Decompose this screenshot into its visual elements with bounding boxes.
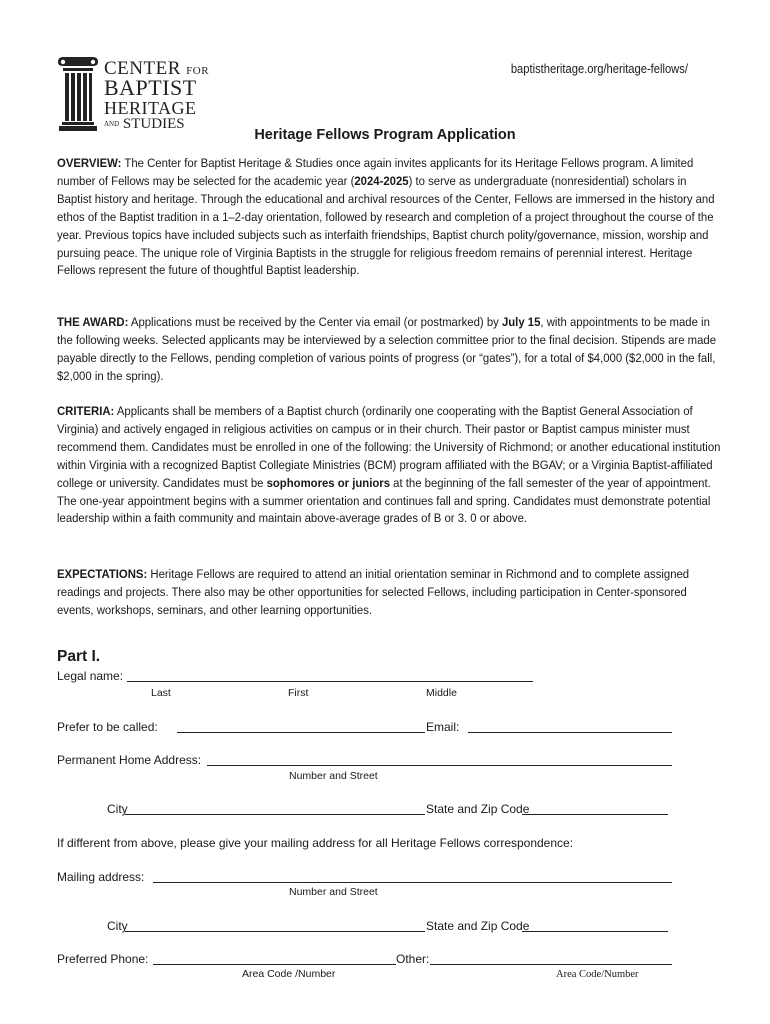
other-phone-field[interactable] (430, 964, 672, 965)
middle-label: Middle (426, 687, 457, 699)
email-field[interactable] (468, 732, 672, 733)
number-street-label: Number and Street (289, 770, 378, 782)
prefer-label: Prefer to be called: (57, 720, 158, 734)
page-title: Heritage Fellows Program Application (254, 127, 516, 143)
first-label: First (288, 687, 309, 699)
last-label: Last (151, 687, 171, 699)
permanent-address-field[interactable] (207, 765, 672, 766)
state-zip-field-2[interactable] (522, 931, 668, 932)
other-phone-label: Other: (396, 952, 430, 966)
legal-name-label: Legal name: (57, 669, 124, 683)
prefer-field[interactable] (177, 732, 425, 733)
state-zip-label: State and Zip Code (426, 802, 530, 816)
overview-paragraph: OVERVIEW: The Center for Baptist Heritage & Studies once again invites applicants for its Heritage Fellows program. A limited number of Fellows may be selected for the academic year (2024-2025) to serve as undergraduate (nonresidential) scholars in Baptist history and heritage. Through the educational and archival resources of the Center, Fellows are immersed in the history and ethos of the Baptist tradition in a 1–2-day orientation, followed by research and completion of a project throughout the course of the year. Previous topics have included subjects such as interfaith friendships, Baptist church polity/governance, mission, worship and pursuing peace. The unique role of Virginia Baptists in the struggle for religious freedom remains of perennial interest. Heritage Fellows represent the future of thoughtful Baptist leadership. (57, 156, 715, 278)
phone-label: Preferred Phone: (57, 952, 149, 966)
permanent-address-label: Permanent Home Address: (57, 753, 202, 767)
award-paragraph: THE AWARD: Applications must be received by the Center via email (or postmarked) by July 15, with appointments to be made in the following weeks. Selected applicants may be interviewed by a selection committee prior to the final decision. Stipends are made payable directly to the Fellows, pending completion of various points of progress (or “gates”), for a total of $4,000 ($2,000 in the fall, $2,000 in the spring). (57, 315, 717, 383)
website-url[interactable]: baptistheritage.org/heritage-fellows/ (510, 61, 688, 76)
city-label-2: City (107, 919, 128, 933)
area-code-label-1: Area Code /Number (242, 968, 336, 980)
legal-name-field[interactable] (127, 681, 533, 682)
phone-field[interactable] (153, 964, 396, 965)
area-code-label-2: Area Code/Number (556, 969, 639, 980)
city-label: City (107, 802, 128, 816)
number-street-label-2: Number and Street (289, 886, 378, 898)
criteria-paragraph: CRITERIA: Applicants shall be members of a Baptist church (ordinarily one cooperating with the Baptist General Association of Virginia) and actively engaged in religious activities on campus or in their church. Their pastor or Baptist campus minister must recommend them. Candidates must be enrolled in one of the following: the University of Richmond; or another educational institution within Virginia with a recognized Baptist Collegiate Ministries (BCM) program affiliated with the BGAV; or a Virginia Baptist-affiliated college or university. Candidates must be sophomores or juniors at the beginning of the fall semester of the year of appointment. The one-year appointment begins with a summer orientation and continues fall and spring. Candidates must demonstrate potential leadership within a faith community and maintain above-average grades of B or 3. 0 or above. (57, 404, 721, 526)
mailing-address-label: Mailing address: (57, 870, 145, 884)
mailing-address-field[interactable] (153, 882, 672, 883)
city-field-2[interactable] (125, 931, 425, 932)
expectations-paragraph: EXPECTATIONS: Heritage Fellows are required to attend an initial orientation seminar in Richmond and to complete assigned readings and projects. There also may be other opportunities for selected Fellows, including participation in Center-sponsored events, workshops, seminars, and other learning opportunities. (57, 567, 690, 617)
city-field[interactable] (125, 814, 425, 815)
state-zip-label-2: State and Zip Code (426, 919, 530, 933)
center-logo: CENTER FOR BAPTIST HERITAGE AND STUDIES (56, 56, 206, 132)
part-heading: Part I. (57, 648, 101, 665)
email-label: Email: (426, 720, 460, 734)
state-zip-field[interactable] (522, 814, 668, 815)
column-icon (56, 56, 100, 132)
mailing-instruction: If different from above, please give your mailing address for all Heritage Fellows correspondence: (57, 836, 574, 850)
